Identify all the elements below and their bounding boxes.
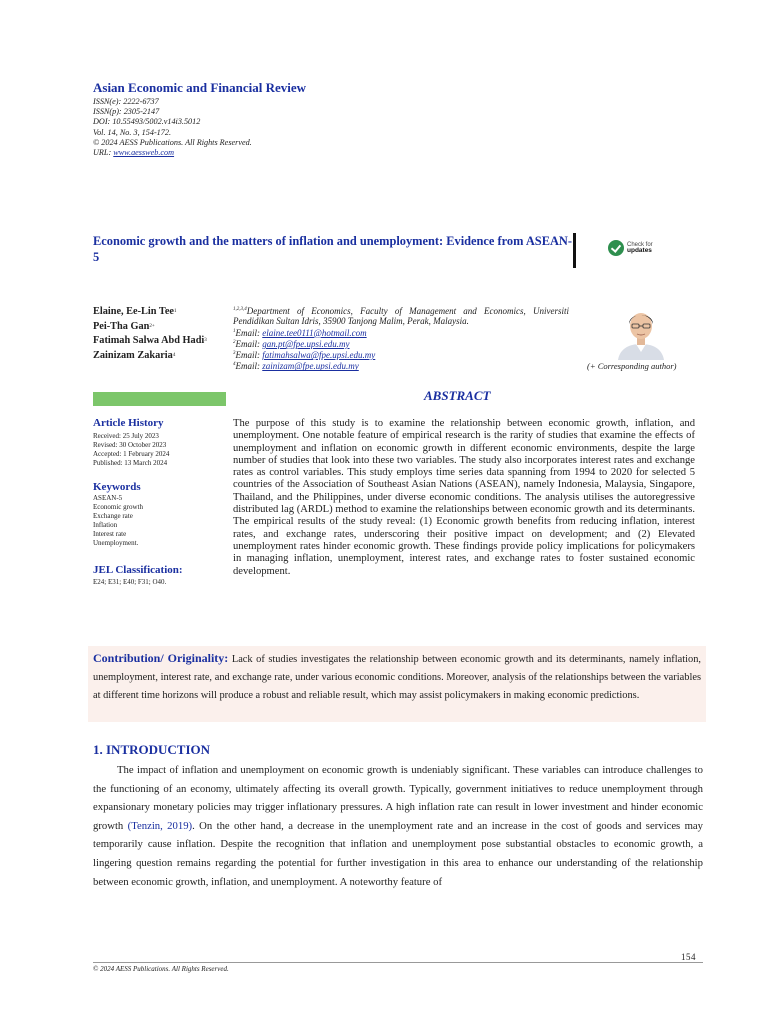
citation-link[interactable]: (Tenzin, 2019)	[127, 819, 193, 832]
author-photo	[614, 304, 668, 360]
author-4: Zainizam Zakaria$^4$	[93, 349, 176, 361]
introduction-text: The impact of inflation and unemployment on economic growth is undeniably significant. These variables can introduce challenges to the functioning of an economy, ultimately affecting its overall growth. Typically, government initiatives to reduce unemployment through expansionary monetary policies may trigger inflationary pressures. A high inflation rate can result in lower investment and hinder economic growth (Tenzin, 2019). On the other hand, a decrease in the unemployment rate and an increase in the cost of goods and services may temporarily cause inflation. Despite the recognition that inflation and unemployment pose substantial obstacles to economic growth, a lingering question remains regarding the potential for further investigation in this area to enhance our understanding of the relationship between economic growth, inflation, and unemployment. A noteworthy feature of	[93, 764, 703, 888]
rights-notice: © 2024 AESS Publications. All Rights Reserved.	[93, 137, 252, 147]
email-link[interactable]: fatimahsalwa@fpe.upsi.edu.my	[262, 350, 376, 361]
article-history-heading: Article History	[93, 417, 164, 429]
issn-electronic: ISSN(e): 2222-6737	[93, 97, 159, 106]
history-published: Published: 13 March 2024	[93, 459, 168, 467]
email-link[interactable]: elaine.tee0111@hotmail.com	[262, 327, 367, 338]
author-2: Pei-Tha Gan$^{2+}$	[93, 320, 155, 332]
volume-info: Vol. 14, No. 3, 154-172.	[93, 127, 172, 137]
author-1: Elaine, Ee-Lin Tee$^1$	[93, 306, 177, 317]
jel-codes: E24; E31; E40; F31; O40.	[93, 578, 167, 586]
contribution-text: Lack of studies investigates the relationship between economic growth and its determinants, namely inflation, unemployment, interest rate, and exchange rate, under various economic conditions. Moreover, analysis of the relationships between the variables at different time horizons will produce a robust and reliable result, which may assist policymakers in making economic predictions.	[93, 654, 702, 702]
abstract-text: The purpose of this study is to examine the relationship between economic growth, inflation, and unemployment. One notable feature of empirical research is the rarity of studies that examine the effects of unemployment and inflation on economic growth in different economic environments, despite the large number of studies that look into these two variables. The study also incorporates interest rates and exchange rates as control variables. This study employs time series data spanning from 1994 to 2020 for selected 5 countries of the Association of Southeast Asian Nations (ASEAN), namely Indonesia, Malaysia, Singapore, Thailand, and the Philippines, under diverse economic conditions. The analysis utilises the autoregressive distributed lag (ARDL) method to examine the relationships between economic growth and its determinants. The empirical results of the study reveal: (1) Economic growth benefits from reducing inflation, interest rates, and exchange rates, underscoring their positive impact on development; and (2) Elevated unemployment rates hinder economic growth. These findings provide policy implications for policymakers in managing inflation, unemployment, interest rates, and exchange rates to foster sustained economic development.	[233, 418, 695, 577]
keyword-item: Interest rate	[93, 530, 127, 538]
introduction-heading: 1. INTRODUCTION	[93, 742, 211, 757]
corresponding-author-note: (+ Corresponding author)	[587, 361, 677, 371]
footer-divider	[93, 962, 703, 963]
url-line	[93, 148, 252, 158]
page-number: 154	[681, 952, 696, 962]
email-link[interactable]: gan.pt@fpe.upsi.edu.my	[262, 338, 350, 349]
keyword-item: Economic growth	[93, 503, 143, 511]
contribution-box	[88, 646, 706, 722]
journal-meta	[93, 97, 252, 158]
author-list	[93, 305, 233, 363]
affiliation-block	[233, 305, 569, 372]
contribution-label: Contribution/ Originality:	[93, 651, 229, 665]
affiliation-text: $^{1,2,3,4}$Department of Economics, Faculty of Management and Economics, Universiti Pendidikan Sultan Idris, 35900 Tanjong Malim, Perak, Malaysia.	[233, 306, 569, 327]
email-line-2: $^2$Email: gan.pt@fpe.upsi.edu.my	[233, 338, 350, 349]
check-updates-line2: updates	[627, 247, 652, 254]
keyword-item: Inflation	[93, 521, 118, 529]
accent-bar	[93, 392, 226, 406]
issn-print: ISSN(p): 2305-2147	[93, 107, 160, 117]
footer-copyright: © 2024 AESS Publications. All Rights Reserved.	[93, 965, 229, 973]
keyword-item: Unemployment.	[93, 539, 139, 547]
journal-title: Asian Economic and Financial Review	[93, 80, 307, 95]
keyword-item: Exchange rate	[93, 512, 133, 520]
email-line-3: $^3$Email: fatimahsalwa@fpe.upsi.edu.my	[233, 350, 376, 361]
check-for-updates-button[interactable]	[608, 240, 653, 256]
check-updates-label	[627, 242, 653, 255]
email-link[interactable]: zainizam@fpe.upsi.edu.my	[262, 361, 359, 372]
email-line-4: $^4$Email: zainizam@fpe.upsi.edu.my	[233, 361, 359, 372]
keywords-heading: Keywords	[93, 481, 141, 493]
jel-heading: JEL Classification:	[93, 564, 183, 576]
history-revised: Revised: 30 October 2023	[93, 441, 167, 449]
history-accepted: Accepted: 1 February 2024	[93, 450, 170, 458]
author-3: Fatimah Salwa Abd Hadi$^3$	[93, 335, 207, 346]
abstract-heading: ABSTRACT	[424, 388, 491, 403]
keyword-item: ASEAN-5	[93, 494, 123, 502]
keywords-list	[93, 494, 143, 548]
history-received: Received: 25 July 2023	[93, 432, 159, 440]
check-updates-line1: Check for	[627, 241, 653, 248]
title-divider	[573, 233, 576, 268]
url-label: URL:	[93, 148, 114, 158]
email-line-1: $^1$Email: elaine.tee0111@hotmail.com	[233, 327, 367, 338]
doi: DOI: 10.55493/5002.v14i3.5012	[93, 117, 201, 127]
journal-url-link[interactable]: www.aessweb.com	[113, 148, 175, 158]
check-icon	[608, 240, 624, 256]
article-title: Economic growth and the matters of inflation and unemployment: Evidence from ASEAN-5	[93, 234, 572, 264]
article-history-list	[93, 432, 169, 468]
